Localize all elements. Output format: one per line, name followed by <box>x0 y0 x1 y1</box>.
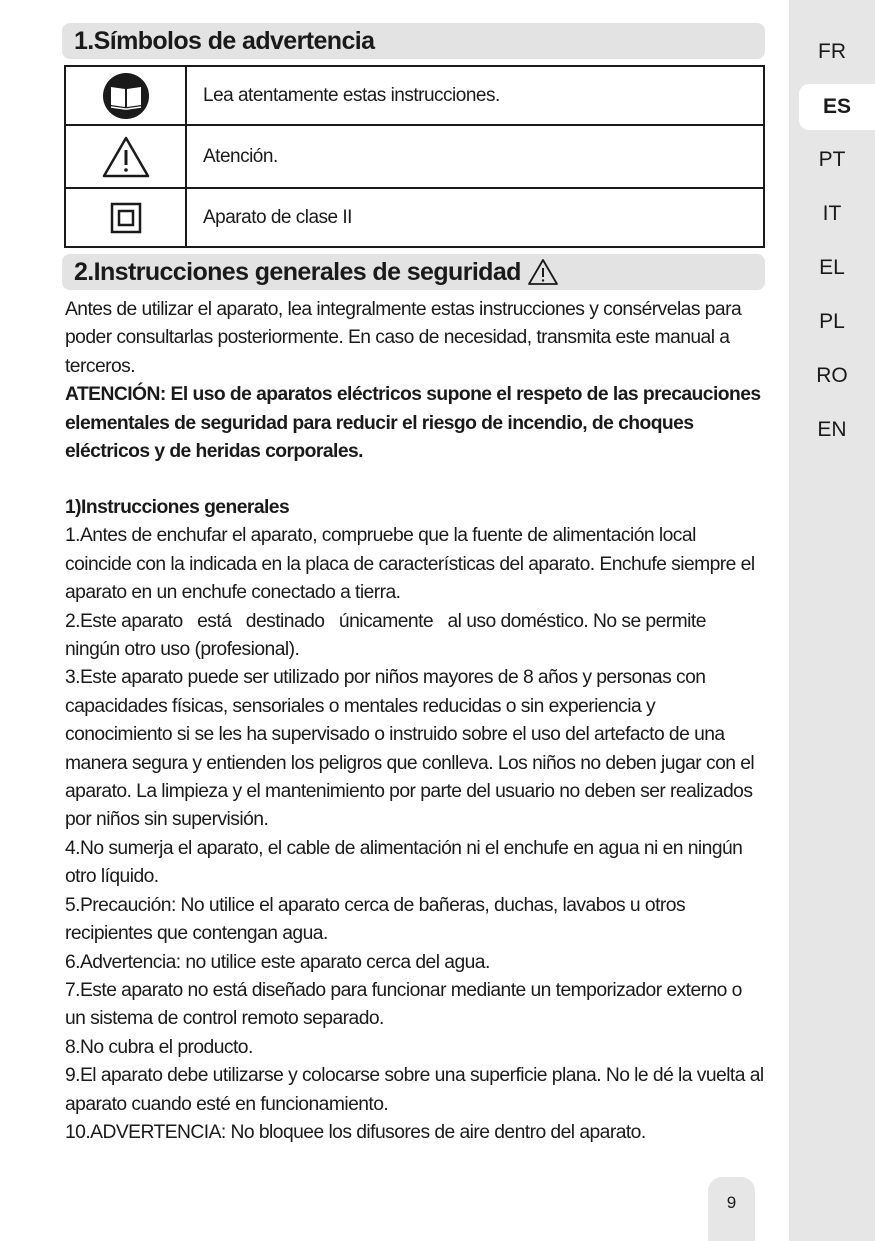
language-tab-pl[interactable]: PL <box>819 310 845 333</box>
language-tab-es[interactable]: ES <box>799 84 875 130</box>
section-heading-safety-instructions <box>62 254 765 290</box>
warning-triangle-icon <box>101 135 151 179</box>
language-tab-fr[interactable]: FR <box>818 40 846 63</box>
table-row <box>65 125 764 188</box>
list-item: 3.Este aparato puede ser utilizado por niños mayores de 8 años y personas con capacidades físicas, sensoriales o mentales reducidas o sin experiencia y conocimiento si se les ha supervisado o instruido sobre el uso del artefacto de una manera segura y entienden los peligros que conlleva. Los niños no deben jugar con el aparato. La limpieza y el mantenimiento por parte del usuario no deben ser realizados por niños sin supervisión. <box>65 667 755 831</box>
language-sidebar <box>789 0 875 1241</box>
class-ii-double-square-icon <box>108 200 144 236</box>
section-title: 1.Símbolos de advertencia <box>74 26 375 55</box>
symbol-description: Atención. <box>186 125 764 188</box>
list-item: 2.Este aparato está destinado únicamente al uso doméstico. No se permite ningún otro uso (profesional). <box>65 610 711 661</box>
language-tab-pt[interactable]: PT <box>818 148 846 171</box>
list-item: 8.No cubra el producto. <box>65 1036 253 1058</box>
list-item: 10.ADVERTENCIA: No bloquee los difusores de aire dentro del aparato. <box>65 1121 646 1143</box>
list-item: 9.El aparato debe utilizarse y colocarse sobre una superficie plana. No le dé la vuelta al aparato cuando esté en funcionamiento. <box>65 1065 764 1115</box>
list-item: 6.Advertencia: no utilice este aparato cerca del agua. <box>65 951 490 973</box>
symbol-description: Aparato de clase II <box>186 188 764 247</box>
list-item: 4.No sumerja el aparato, el cable de alimentación ni el enchufe en agua ni en ningún otro líquido. <box>65 837 743 888</box>
intro-block <box>65 296 765 466</box>
page-number: 9 <box>708 1177 755 1241</box>
warning-paragraph: ATENCIÓN: El uso de aparatos eléctricos supone el respeto de las precauciones elementales de seguridad para reducir el riesgo de incendio, de choques eléctricos y de heridas corporales. <box>65 384 761 463</box>
language-tab-en[interactable]: EN <box>817 418 847 441</box>
language-tab-it[interactable]: IT <box>822 202 842 225</box>
warning-triangle-icon <box>527 258 559 286</box>
symbol-description: Lea atentamente estas instrucciones. <box>186 66 764 125</box>
table-row <box>65 188 764 247</box>
list-item: 7.Este aparato no está diseñado para funcionar mediante un temporizador externo o un sistema de control remoto separado. <box>65 979 742 1030</box>
language-tab-el[interactable]: EL <box>819 256 845 279</box>
list-item: 1.Antes de enchufar el aparato, compruebe que la fuente de alimentación local coincide con la indicada en la placa de características del aparato. Enchufe siempre el aparato en un enchufe conectado a tierra. <box>65 525 755 604</box>
table-row <box>65 66 764 125</box>
subheading: 1)Instrucciones generales <box>65 497 290 518</box>
section-heading-warning-symbols <box>62 23 765 59</box>
symbols-table <box>64 65 765 248</box>
language-tab-ro[interactable]: RO <box>816 364 848 387</box>
section-title: 2.Instrucciones generales de seguridad <box>74 257 521 286</box>
intro-paragraph: Antes de utilizar el aparato, lea integralmente estas instrucciones y consérvelas para poder consultarlas posteriormente. En caso de necesidad, transmita este manual a terceros. <box>65 299 742 377</box>
general-instructions <box>65 494 765 1147</box>
book-icon <box>102 72 150 120</box>
list-item: 5.Precaución: No utilice el aparato cerca de bañeras, duchas, lavabos u otros recipientes que contengan agua. <box>65 894 686 945</box>
